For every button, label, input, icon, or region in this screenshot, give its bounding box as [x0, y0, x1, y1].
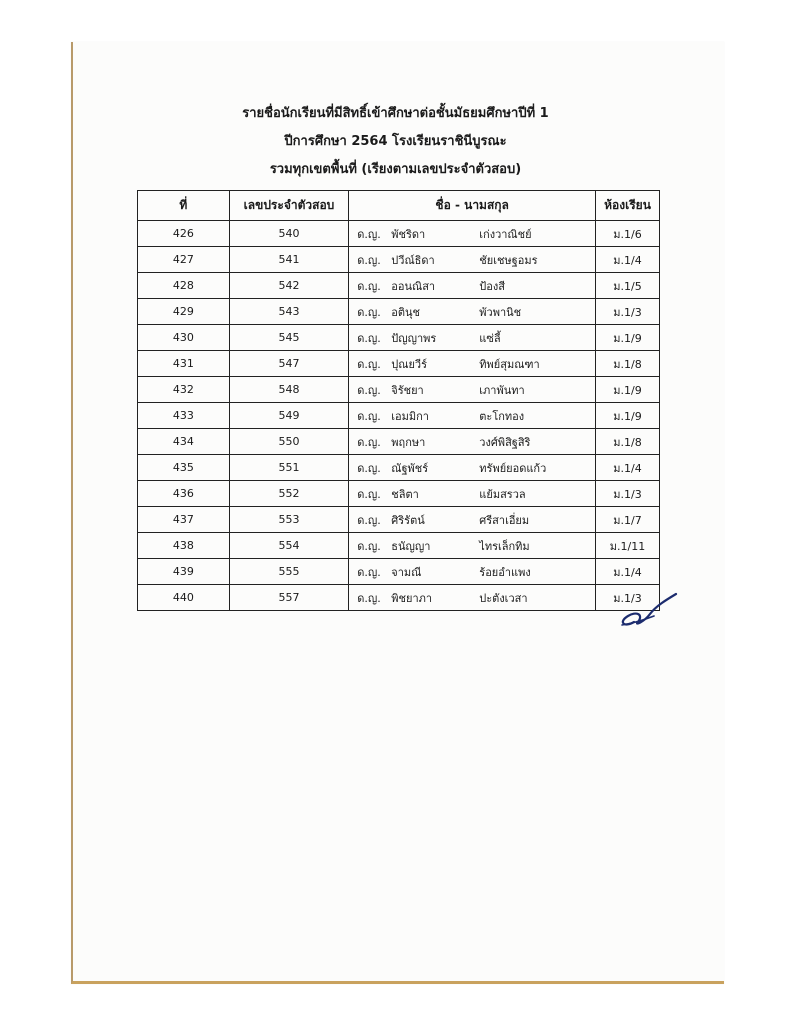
- table-row: [138, 247, 660, 273]
- classroom: ม.1/3: [596, 585, 660, 611]
- row-number: 431: [138, 351, 230, 377]
- name-prefix: ด.ญ.: [357, 279, 381, 293]
- last-name: ตะโกทอง: [479, 409, 525, 423]
- student-name: [349, 455, 596, 481]
- exam-id: 555: [229, 559, 349, 585]
- last-name: ชัยเชษฐอมร: [479, 253, 538, 267]
- exam-id: 557: [229, 585, 349, 611]
- header-name: ชื่อ - นามสกุล: [349, 191, 596, 221]
- name-prefix: ด.ญ.: [357, 513, 381, 527]
- row-number: 427: [138, 247, 230, 273]
- student-name: [349, 481, 596, 507]
- header-exam-id: เลขประจำตัวสอบ: [229, 191, 349, 221]
- name-prefix: ด.ญ.: [357, 565, 381, 579]
- table-row: [138, 273, 660, 299]
- row-number: 434: [138, 429, 230, 455]
- exam-id: 542: [229, 273, 349, 299]
- name-prefix: ด.ญ.: [357, 591, 381, 605]
- name-prefix: ด.ญ.: [357, 253, 381, 267]
- classroom: ม.1/3: [596, 481, 660, 507]
- last-name: ไทรเล็กทิม: [479, 539, 530, 553]
- last-name: แซ่ลี้: [479, 331, 501, 345]
- student-name: [349, 507, 596, 533]
- student-name: [349, 299, 596, 325]
- name-prefix: ด.ญ.: [357, 227, 381, 241]
- classroom: ม.1/9: [596, 377, 660, 403]
- row-number: 433: [138, 403, 230, 429]
- table-row: [138, 299, 660, 325]
- table-row: [138, 455, 660, 481]
- document-title-line1: รายชื่อนักเรียนที่มีสิทธิ์เข้าศึกษาต่อชั้นมัธยมศึกษาปีที่ 1: [242, 106, 549, 121]
- first-name: ปัญญาพร: [391, 331, 437, 345]
- student-name: [349, 273, 596, 299]
- table-row: [138, 377, 660, 403]
- classroom: ม.1/7: [596, 507, 660, 533]
- name-prefix: ด.ญ.: [357, 461, 381, 475]
- table-row: [138, 403, 660, 429]
- last-name: ร้อยอำแพง: [479, 565, 531, 579]
- student-name: [349, 377, 596, 403]
- table-row: [138, 481, 660, 507]
- name-prefix: ด.ญ.: [357, 487, 381, 501]
- student-name: [349, 325, 596, 351]
- header-room: ห้องเรียน: [596, 191, 660, 221]
- last-name: ศรีสาเอี่ยม: [479, 513, 530, 527]
- first-name: ธนัญญา: [391, 539, 431, 553]
- classroom: ม.1/3: [596, 299, 660, 325]
- row-number: 440: [138, 585, 230, 611]
- last-name: เก่งวาณิชย์: [479, 227, 532, 241]
- first-name: ชลิตา: [391, 487, 419, 501]
- name-prefix: ด.ญ.: [357, 435, 381, 449]
- classroom: ม.1/4: [596, 455, 660, 481]
- row-number: 430: [138, 325, 230, 351]
- first-name: ศิริรัตน์: [391, 513, 425, 527]
- student-name: [349, 585, 596, 611]
- exam-id: 541: [229, 247, 349, 273]
- table-row: [138, 351, 660, 377]
- table-header-row: [138, 191, 660, 221]
- row-number: 438: [138, 533, 230, 559]
- classroom: ม.1/6: [596, 221, 660, 247]
- table-row: [138, 221, 660, 247]
- classroom: ม.1/8: [596, 351, 660, 377]
- last-name: ทรัพย์ยอดแก้ว: [479, 461, 547, 475]
- last-name: ทิพย์สุมณฑา: [479, 357, 540, 371]
- exam-id: 540: [229, 221, 349, 247]
- student-name: [349, 533, 596, 559]
- exam-id: 543: [229, 299, 349, 325]
- exam-id: 554: [229, 533, 349, 559]
- exam-id: 547: [229, 351, 349, 377]
- document-title-line2: ปีการศึกษา 2564 โรงเรียนราชินีบูรณะ: [284, 134, 507, 149]
- last-name: วงศ์พิสิฐสิริ: [479, 435, 531, 449]
- exam-id: 552: [229, 481, 349, 507]
- table-row: [138, 325, 660, 351]
- student-name: [349, 559, 596, 585]
- first-name: จามณี: [391, 565, 422, 579]
- name-prefix: ด.ญ.: [357, 409, 381, 423]
- student-name: [349, 351, 596, 377]
- table-row: [138, 559, 660, 585]
- document-title-line3: รวมทุกเขตพื้นที่ (เรียงตามเลขประจำตัวสอบ): [269, 162, 522, 177]
- first-name: ออนณิสา: [391, 279, 436, 293]
- classroom: ม.1/4: [596, 559, 660, 585]
- row-number: 435: [138, 455, 230, 481]
- first-name: พฤกษา: [391, 435, 426, 449]
- classroom: ม.1/9: [596, 403, 660, 429]
- last-name: แย้มสรวล: [479, 487, 526, 501]
- exam-id: 551: [229, 455, 349, 481]
- name-prefix: ด.ญ.: [357, 331, 381, 345]
- student-name: [349, 429, 596, 455]
- last-name: ป้องสี: [479, 279, 505, 293]
- exam-id: 550: [229, 429, 349, 455]
- row-number: 437: [138, 507, 230, 533]
- last-name: พัวพานิช: [479, 305, 522, 319]
- table-row: [138, 585, 660, 611]
- name-prefix: ด.ญ.: [357, 539, 381, 553]
- row-number: 428: [138, 273, 230, 299]
- exam-id: 549: [229, 403, 349, 429]
- classroom: ม.1/8: [596, 429, 660, 455]
- table-row: [138, 429, 660, 455]
- first-name: เอมมิกา: [391, 409, 429, 423]
- first-name: ปุณยวีร์: [391, 357, 427, 371]
- exam-id: 545: [229, 325, 349, 351]
- last-name: เภาพันทา: [479, 383, 525, 397]
- exam-id: 548: [229, 377, 349, 403]
- signature-mark: [614, 592, 678, 630]
- header-no: ที่: [138, 191, 230, 221]
- student-name: [349, 221, 596, 247]
- first-name: ณัฐพัชร์: [391, 461, 429, 475]
- last-name: ปะตังเวสา: [479, 591, 528, 605]
- classroom: ม.1/9: [596, 325, 660, 351]
- first-name: จิรัชยา: [391, 383, 424, 397]
- student-name: [349, 403, 596, 429]
- row-number: 429: [138, 299, 230, 325]
- row-number: 439: [138, 559, 230, 585]
- name-prefix: ด.ญ.: [357, 305, 381, 319]
- classroom: ม.1/5: [596, 273, 660, 299]
- table-row: [138, 533, 660, 559]
- first-name: พัชริดา: [391, 227, 426, 241]
- name-prefix: ด.ญ.: [357, 357, 381, 371]
- student-table: [137, 190, 660, 611]
- row-number: 426: [138, 221, 230, 247]
- row-number: 432: [138, 377, 230, 403]
- table-row: [138, 507, 660, 533]
- first-name: อตินุช: [391, 305, 421, 319]
- classroom: ม.1/4: [596, 247, 660, 273]
- row-number: 436: [138, 481, 230, 507]
- name-prefix: ด.ญ.: [357, 383, 381, 397]
- classroom: ม.1/11: [596, 533, 660, 559]
- exam-id: 553: [229, 507, 349, 533]
- student-name: [349, 247, 596, 273]
- first-name: ปวีณ์ธิดา: [391, 253, 435, 267]
- first-name: พิชยาภา: [391, 591, 433, 605]
